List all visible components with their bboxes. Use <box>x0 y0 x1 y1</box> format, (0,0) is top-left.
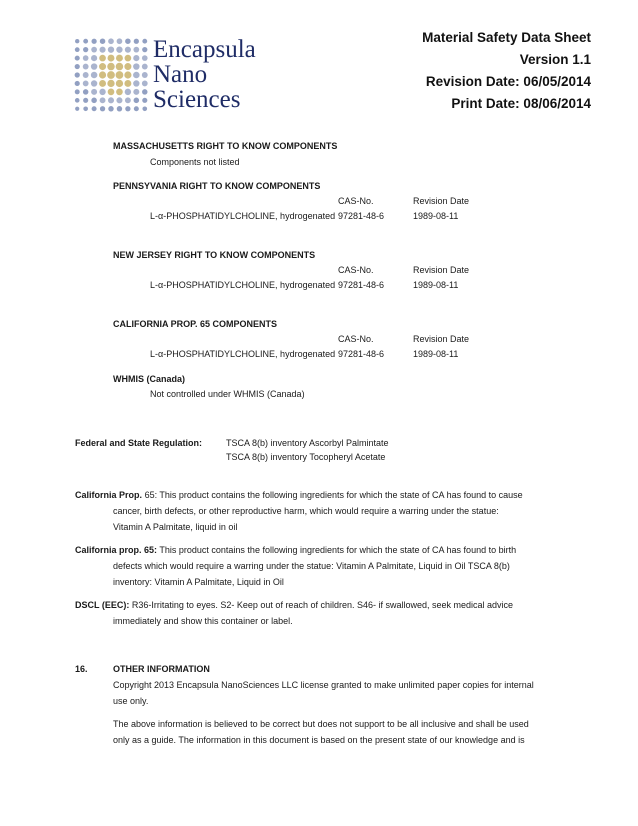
logo-dot <box>91 55 97 61</box>
logo-dot <box>92 106 97 111</box>
logo-dot <box>99 63 106 70</box>
massachusetts-text: Components not listed <box>150 157 240 167</box>
logo-dot <box>125 47 131 53</box>
ca-prop-1-line-3: Vitamin A Palmitate, liquid in oil <box>113 522 238 532</box>
california-col-date: Revision Date <box>413 334 470 344</box>
logo-dot <box>91 63 97 69</box>
california-col-cas: CAS-No. <box>338 334 374 344</box>
section-16-p1-line-1: Copyright 2013 Encapsula NanoSciences LLC license granted to make unlimited paper copies for internal <box>113 680 534 690</box>
pennsylvania-col-date: Revision Date <box>413 196 470 206</box>
logo-dot <box>83 64 89 70</box>
logo-dot <box>107 63 115 71</box>
logo-dot <box>116 47 122 53</box>
section-16-heading: OTHER INFORMATION <box>113 664 210 674</box>
ca-prop-2-label-b: prop. 65: <box>119 545 158 555</box>
logo-dot <box>75 47 80 52</box>
whmis-heading: WHMIS (Canada) <box>113 374 185 384</box>
whmis-text: Not controlled under WHMIS (Canada) <box>150 389 305 399</box>
logo-dot <box>75 64 80 69</box>
federal-label: Federal and State Regulation: <box>75 438 203 448</box>
logo-word-sciences: Sciences <box>153 86 241 113</box>
ca-prop-1-label-a: California <box>75 490 117 500</box>
logo-dot <box>142 106 147 111</box>
ca-prop-2-line-1: This product contains the following ingredients for which the state of CA has found to birth <box>159 545 517 555</box>
logo-dot <box>83 89 89 95</box>
california-date: 1989-08-11 <box>413 349 459 359</box>
logo-dot <box>83 72 89 78</box>
logo-dot <box>142 64 148 70</box>
print-date: Print Date: 08/06/2014 <box>451 96 591 111</box>
logo-dot <box>125 38 131 44</box>
section-16-p2-line-2: only as a guide. The information in this document is based on the present state of our knowledge and is <box>113 735 525 745</box>
ca-prop-2-line-3: inventory: Vitamin A Palmitate, Liquid in Oil <box>113 577 284 587</box>
dscl-label: DSCL (EEC): <box>75 600 130 610</box>
california-cas: 97281-48-6 <box>338 349 385 359</box>
pennsylvania-component-name: L-α-PHOSPHATIDYLCHOLINE, hydrogenated <box>150 211 336 221</box>
logo-dot <box>83 39 88 44</box>
logo-dot <box>108 97 114 103</box>
logo-dot <box>75 81 80 86</box>
logo-dot <box>134 98 140 104</box>
section-16-p1-line-2: use only. <box>113 696 149 706</box>
logo-dot <box>124 71 131 78</box>
logo-dot <box>142 89 148 95</box>
logo-dot <box>125 89 131 95</box>
logo-dot <box>91 98 97 104</box>
logo-dot <box>107 71 115 79</box>
logo-dot <box>142 47 147 52</box>
new-jersey-cas: 97281-48-6 <box>338 280 385 290</box>
section-16-p2-line-1: The above information is believed to be correct but does not support to be all inclusive and shall be used <box>113 719 529 729</box>
logo-dot <box>75 98 80 103</box>
ca-prop-1-label-b: Prop. <box>119 490 143 500</box>
logo-dot <box>75 39 79 43</box>
ca-prop-1-first-line <box>75 487 523 503</box>
logo-dot <box>125 97 131 103</box>
pennsylvania-cas: 97281-48-6 <box>338 211 385 221</box>
dscl-line-1: R36-Irritating to eyes. S2- Keep out of reach of children. S46- if swallowed, seek medical advice <box>131 600 514 610</box>
logo-dot <box>133 63 139 69</box>
logo-dot <box>100 47 106 53</box>
pennsylvania-date: 1989-08-11 <box>413 211 459 221</box>
logo-dot <box>99 71 106 78</box>
logo-dot <box>100 38 106 44</box>
dscl-line-2: immediately and show this container or label. <box>113 616 293 626</box>
logo-dot <box>134 39 139 44</box>
ca-prop-2-label-a: California <box>75 545 117 555</box>
logo-dot <box>142 39 147 44</box>
pennsylvania-col-cas: CAS-No. <box>338 196 374 206</box>
logo-dot <box>83 98 88 103</box>
logo-word-encapsula: Encapsula <box>153 36 256 63</box>
logo-dot <box>83 47 88 52</box>
revision-date: Revision Date: 06/05/2014 <box>425 74 591 89</box>
logo-dot <box>100 106 105 111</box>
logo-dot <box>91 80 97 86</box>
logo-dot <box>75 89 80 94</box>
logo-dot <box>117 106 122 111</box>
logo-dot <box>116 89 123 96</box>
logo-dot <box>116 55 123 62</box>
california-component-name: L-α-PHOSPHATIDYLCHOLINE, hydrogenated <box>150 349 336 359</box>
logo-dot <box>91 89 97 95</box>
logo-dot <box>117 38 123 44</box>
logo-dot <box>100 97 106 103</box>
logo-dot <box>75 56 80 61</box>
new-jersey-col-date: Revision Date <box>413 265 470 275</box>
dscl-first-line <box>75 597 513 613</box>
logo-dot <box>108 55 115 62</box>
logo-word-nano: Nano <box>153 61 208 88</box>
logo-dot <box>91 47 97 53</box>
new-jersey-heading: NEW JERSEY RIGHT TO KNOW COMPONENTS <box>113 250 316 260</box>
logo-dot <box>107 80 114 87</box>
federal-line-2: TSCA 8(b) inventory Tocopheryl Acetate <box>226 452 386 462</box>
logo-dot <box>133 89 139 95</box>
logo-dot <box>99 80 106 87</box>
logo-dot <box>99 89 105 95</box>
logo-dot <box>83 106 88 111</box>
logo-dot <box>116 71 124 79</box>
logo-dot <box>133 72 140 79</box>
logo-dot <box>124 63 131 70</box>
federal-line-1: TSCA 8(b) inventory Ascorbyl Palmintate <box>226 438 389 448</box>
section-16-number: 16. <box>75 664 88 674</box>
ca-prop-1-line-1: 65: This product contains the following ingredients for which the state of CA has found to cause <box>144 490 523 500</box>
logo-dot <box>142 55 148 61</box>
logo-dot <box>134 106 139 111</box>
ca-prop-1-line-2: cancer, birth defects, or other reproductive harm, which would require a warring under the statue: <box>113 506 499 516</box>
document-title: Material Safety Data Sheet <box>422 30 591 45</box>
ca-prop-2-line-2: defects which would require a warring under the statue: Vitamin A Palmitate, Liquid in Oil TSCA 8(b) <box>113 561 510 571</box>
logo-dot <box>124 80 131 87</box>
company-logo <box>73 37 279 114</box>
logo-dot <box>91 39 96 44</box>
logo-dot <box>75 107 79 111</box>
logo-dot <box>133 47 139 53</box>
logo-grid-icon <box>73 37 149 114</box>
logo-dot <box>142 98 147 103</box>
logo-dot <box>108 106 113 111</box>
logo-dot <box>116 80 123 87</box>
logo-dot <box>99 55 106 62</box>
logo-dot <box>108 47 114 53</box>
massachusetts-heading: MASSACHUSETTS RIGHT TO KNOW COMPONENTS <box>113 141 338 151</box>
logo-dot <box>116 97 122 103</box>
logo-dot <box>116 63 124 71</box>
logo-dot <box>125 106 130 111</box>
logo-dot <box>83 81 89 87</box>
logo-dot <box>75 72 80 77</box>
logo-dot <box>142 72 148 78</box>
logo-dot <box>108 89 115 96</box>
california-heading: CALIFORNIA PROP. 65 COMPONENTS <box>113 319 278 329</box>
logo-dot <box>125 55 132 62</box>
new-jersey-col-cas: CAS-No. <box>338 265 374 275</box>
new-jersey-date: 1989-08-11 <box>413 280 459 290</box>
ca-prop-2-first-line <box>75 542 516 558</box>
pennsylvania-heading: PENNSYVANIA RIGHT TO KNOW COMPONENTS <box>113 181 321 191</box>
logo-dot <box>83 55 89 61</box>
document-version: Version 1.1 <box>519 52 591 67</box>
logo-dot <box>133 80 139 86</box>
logo-dot <box>133 55 139 61</box>
logo-dot <box>108 38 114 44</box>
logo-dot <box>142 81 148 87</box>
logo-dot <box>91 72 98 79</box>
new-jersey-component-name: L-α-PHOSPHATIDYLCHOLINE, hydrogenated <box>150 280 336 290</box>
